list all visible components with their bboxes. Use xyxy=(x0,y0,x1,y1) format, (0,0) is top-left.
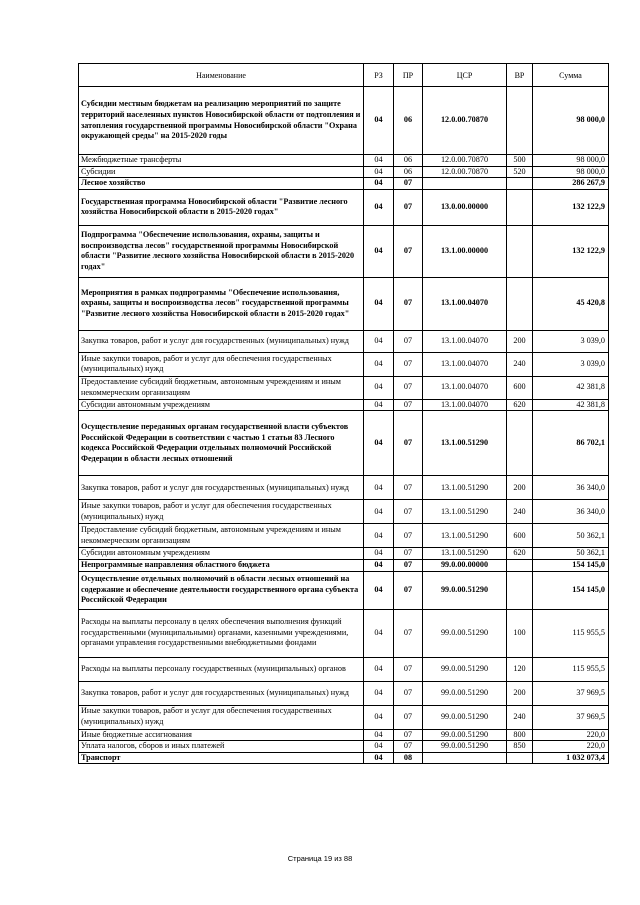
cell-pr: 07 xyxy=(394,277,423,330)
table-row xyxy=(79,752,609,764)
table-row xyxy=(79,330,609,352)
table-row xyxy=(79,500,609,524)
cell-sum: 37 969,5 xyxy=(533,681,609,705)
cell-rz: 04 xyxy=(364,330,394,352)
cell-vr xyxy=(507,87,533,155)
cell-name: Иные закупки товаров, работ и услуг для обеспечения государственных (муниципальных) нужд xyxy=(79,352,364,376)
cell-csr: 12.0.00.70870 xyxy=(423,155,507,167)
table-row xyxy=(79,189,609,225)
cell-name: Непрограммные направления областного бюджета xyxy=(79,559,364,571)
cell-vr: 850 xyxy=(507,741,533,753)
table-row xyxy=(79,277,609,330)
cell-vr: 100 xyxy=(507,609,533,657)
cell-csr: 99.0.00.51290 xyxy=(423,657,507,681)
cell-rz: 04 xyxy=(364,476,394,500)
table-row xyxy=(79,705,609,729)
cell-sum: 86 702,1 xyxy=(533,411,609,476)
cell-name: Иные закупки товаров, работ и услуг для обеспечения государственных (муниципальных) нужд xyxy=(79,705,364,729)
cell-rz: 04 xyxy=(364,705,394,729)
cell-csr: 13.1.00.51290 xyxy=(423,548,507,560)
cell-sum: 42 381,8 xyxy=(533,399,609,411)
cell-pr: 07 xyxy=(394,352,423,376)
cell-pr: 07 xyxy=(394,609,423,657)
cell-vr: 200 xyxy=(507,681,533,705)
cell-rz: 04 xyxy=(364,500,394,524)
cell-name: Предоставление субсидий бюджетным, автономным учреждениям и иным некоммерческим организациям xyxy=(79,524,364,548)
cell-name: Подпрограмма "Обеспечение использования, охраны, защиты и воспроизводства лесов" государственной программы Новосибирской области "Развитие лесного хозяйства Новосибирской области в 2015-2020 годах" xyxy=(79,225,364,277)
cell-sum: 154 145,0 xyxy=(533,559,609,571)
cell-sum: 132 122,9 xyxy=(533,225,609,277)
cell-sum: 286 267,9 xyxy=(533,178,609,190)
cell-rz: 04 xyxy=(364,352,394,376)
page-number: Страница 19 из 88 xyxy=(287,854,353,863)
table-row xyxy=(79,657,609,681)
cell-name: Расходы на выплаты персоналу в целях обеспечения выполнения функций государственными (муниципальными) органами, казенными учреждениями, органами управления государственными внебюджетными фондами xyxy=(79,609,364,657)
table-header-row xyxy=(79,64,609,87)
cell-name: Межбюджетные трансферты xyxy=(79,155,364,167)
cell-csr: 99.0.00.51290 xyxy=(423,609,507,657)
cell-pr: 07 xyxy=(394,657,423,681)
header-rz: РЗ xyxy=(364,64,394,87)
cell-vr: 200 xyxy=(507,330,533,352)
table-row xyxy=(79,352,609,376)
cell-sum: 3 039,0 xyxy=(533,330,609,352)
cell-rz: 04 xyxy=(364,225,394,277)
table-row xyxy=(79,741,609,753)
cell-csr: 12.0.00.70870 xyxy=(423,166,507,178)
table-row xyxy=(79,178,609,190)
header-sum: Сумма xyxy=(533,64,609,87)
cell-csr xyxy=(423,178,507,190)
header-vr: ВР xyxy=(507,64,533,87)
cell-csr: 13.1.00.04070 xyxy=(423,330,507,352)
cell-pr: 07 xyxy=(394,571,423,609)
cell-name: Осуществление переданных органам государственной власти субъектов Российской Федерации в соответствии с частью 1 статьи 83 Лесного кодекса Российской Федерации отдельных полномочий Российской Федерации в области лесных отношений xyxy=(79,411,364,476)
cell-csr: 13.1.00.00000 xyxy=(423,225,507,277)
cell-sum: 1 032 073,4 xyxy=(533,752,609,764)
table-row xyxy=(79,681,609,705)
cell-name: Субсидии местным бюджетам на реализацию мероприятий по защите территорий населенных пунктов Новосибирской области от подтопления и затопления государственной программы Новосибирской области "Охрана окружающей среды" на 2015-2020 годы xyxy=(79,87,364,155)
cell-rz: 04 xyxy=(364,399,394,411)
cell-sum: 36 340,0 xyxy=(533,500,609,524)
table-body xyxy=(79,87,609,764)
cell-sum: 98 000,0 xyxy=(533,155,609,167)
cell-csr: 12.0.00.70870 xyxy=(423,87,507,155)
cell-vr xyxy=(507,277,533,330)
table-row xyxy=(79,571,609,609)
table-row xyxy=(79,155,609,167)
cell-pr: 06 xyxy=(394,87,423,155)
cell-rz: 04 xyxy=(364,178,394,190)
cell-vr: 120 xyxy=(507,657,533,681)
cell-rz: 04 xyxy=(364,155,394,167)
cell-pr: 06 xyxy=(394,166,423,178)
header-csr: ЦСР xyxy=(423,64,507,87)
cell-vr: 240 xyxy=(507,352,533,376)
cell-sum: 98 000,0 xyxy=(533,87,609,155)
cell-sum: 3 039,0 xyxy=(533,352,609,376)
table-row xyxy=(79,609,609,657)
cell-pr: 07 xyxy=(394,705,423,729)
cell-vr xyxy=(507,559,533,571)
cell-vr xyxy=(507,225,533,277)
cell-rz: 04 xyxy=(364,548,394,560)
cell-rz: 04 xyxy=(364,609,394,657)
table-row xyxy=(79,559,609,571)
cell-rz: 04 xyxy=(364,729,394,741)
table-row xyxy=(79,87,609,155)
cell-csr: 99.0.00.51290 xyxy=(423,571,507,609)
cell-vr: 240 xyxy=(507,500,533,524)
cell-sum: 220,0 xyxy=(533,729,609,741)
cell-csr: 13.1.00.51290 xyxy=(423,500,507,524)
table-row xyxy=(79,729,609,741)
cell-name: Осуществление отдельных полномочий в области лесных отношений на содержание и обеспечение деятельности государственного органа субъекта Российской Федерации xyxy=(79,571,364,609)
cell-pr: 07 xyxy=(394,178,423,190)
cell-vr: 600 xyxy=(507,524,533,548)
cell-name: Государственная программа Новосибирской области "Развитие лесного хозяйства Новосибирской области в 2015-2020 годах" xyxy=(79,189,364,225)
cell-name: Иные закупки товаров, работ и услуг для обеспечения государственных (муниципальных) нужд xyxy=(79,500,364,524)
cell-sum: 132 122,9 xyxy=(533,189,609,225)
cell-rz: 04 xyxy=(364,524,394,548)
table-row xyxy=(79,166,609,178)
cell-pr: 07 xyxy=(394,500,423,524)
cell-pr: 07 xyxy=(394,548,423,560)
cell-rz: 04 xyxy=(364,166,394,178)
cell-name: Уплата налогов, сборов и иных платежей xyxy=(79,741,364,753)
cell-vr: 620 xyxy=(507,548,533,560)
cell-pr: 07 xyxy=(394,741,423,753)
cell-csr: 13.0.00.00000 xyxy=(423,189,507,225)
cell-csr: 13.1.00.04070 xyxy=(423,352,507,376)
cell-sum: 36 340,0 xyxy=(533,476,609,500)
cell-pr: 07 xyxy=(394,225,423,277)
cell-name: Транспорт xyxy=(79,752,364,764)
cell-csr: 13.1.00.04070 xyxy=(423,399,507,411)
cell-vr: 600 xyxy=(507,376,533,399)
cell-vr xyxy=(507,752,533,764)
cell-pr: 07 xyxy=(394,399,423,411)
cell-pr: 07 xyxy=(394,476,423,500)
cell-csr: 99.0.00.51290 xyxy=(423,681,507,705)
cell-sum: 50 362,1 xyxy=(533,524,609,548)
cell-pr: 06 xyxy=(394,155,423,167)
cell-pr: 07 xyxy=(394,524,423,548)
cell-rz: 04 xyxy=(364,571,394,609)
cell-vr: 520 xyxy=(507,166,533,178)
cell-sum: 42 381,8 xyxy=(533,376,609,399)
cell-name: Закупка товаров, работ и услуг для государственных (муниципальных) нужд xyxy=(79,476,364,500)
cell-rz: 04 xyxy=(364,657,394,681)
cell-rz: 04 xyxy=(364,681,394,705)
cell-pr: 07 xyxy=(394,411,423,476)
budget-table-container xyxy=(78,63,608,764)
table-row xyxy=(79,376,609,399)
cell-vr: 800 xyxy=(507,729,533,741)
cell-rz: 04 xyxy=(364,559,394,571)
table-row xyxy=(79,225,609,277)
cell-sum: 220,0 xyxy=(533,741,609,753)
cell-pr: 07 xyxy=(394,729,423,741)
cell-csr: 13.1.00.51290 xyxy=(423,476,507,500)
cell-name: Мероприятия в рамках подпрограммы "Обеспечение использования, охраны, защиты и воспроизводства лесов" государственной программы "Развитие лесного хозяйства Новосибирской области в 2015-2020 годах" xyxy=(79,277,364,330)
cell-sum: 50 362,1 xyxy=(533,548,609,560)
cell-vr: 200 xyxy=(507,476,533,500)
cell-csr: 13.1.00.04070 xyxy=(423,277,507,330)
cell-vr: 240 xyxy=(507,705,533,729)
cell-csr: 99.0.00.51290 xyxy=(423,705,507,729)
cell-name: Закупка товаров, работ и услуг для государственных (муниципальных) нужд xyxy=(79,330,364,352)
cell-vr xyxy=(507,178,533,190)
cell-sum: 154 145,0 xyxy=(533,571,609,609)
cell-name: Расходы на выплаты персоналу государственных (муниципальных) органов xyxy=(79,657,364,681)
cell-name: Иные бюджетные ассигнования xyxy=(79,729,364,741)
cell-vr xyxy=(507,571,533,609)
cell-csr: 99.0.00.51290 xyxy=(423,729,507,741)
cell-vr xyxy=(507,411,533,476)
cell-sum: 115 955,5 xyxy=(533,657,609,681)
cell-name: Субсидии xyxy=(79,166,364,178)
table-row xyxy=(79,399,609,411)
cell-csr: 13.1.00.51290 xyxy=(423,524,507,548)
cell-pr: 07 xyxy=(394,189,423,225)
cell-rz: 04 xyxy=(364,87,394,155)
cell-pr: 07 xyxy=(394,376,423,399)
cell-name: Предоставление субсидий бюджетным, автономным учреждениям и иным некоммерческим организациям xyxy=(79,376,364,399)
cell-name: Субсидии автономным учреждениям xyxy=(79,548,364,560)
cell-name: Субсидии автономным учреждениям xyxy=(79,399,364,411)
table-row xyxy=(79,411,609,476)
cell-sum: 37 969,5 xyxy=(533,705,609,729)
cell-vr: 500 xyxy=(507,155,533,167)
cell-csr: 99.0.00.51290 xyxy=(423,741,507,753)
cell-pr: 07 xyxy=(394,559,423,571)
cell-name: Закупка товаров, работ и услуг для государственных (муниципальных) нужд xyxy=(79,681,364,705)
cell-csr: 13.1.00.51290 xyxy=(423,411,507,476)
cell-name: Лесное хозяйство xyxy=(79,178,364,190)
cell-pr: 08 xyxy=(394,752,423,764)
cell-rz: 04 xyxy=(364,189,394,225)
cell-csr: 13.1.00.04070 xyxy=(423,376,507,399)
budget-table xyxy=(78,63,609,764)
cell-csr: 99.0.00.00000 xyxy=(423,559,507,571)
cell-sum: 45 420,8 xyxy=(533,277,609,330)
cell-vr xyxy=(507,189,533,225)
cell-vr: 620 xyxy=(507,399,533,411)
cell-rz: 04 xyxy=(364,411,394,476)
table-row xyxy=(79,476,609,500)
cell-sum: 115 955,5 xyxy=(533,609,609,657)
cell-rz: 04 xyxy=(364,741,394,753)
cell-pr: 07 xyxy=(394,330,423,352)
cell-rz: 04 xyxy=(364,752,394,764)
cell-sum: 98 000,0 xyxy=(533,166,609,178)
table-row xyxy=(79,524,609,548)
cell-csr xyxy=(423,752,507,764)
header-pr: ПР xyxy=(394,64,423,87)
cell-rz: 04 xyxy=(364,376,394,399)
table-row xyxy=(79,548,609,560)
header-name: Наименование xyxy=(79,64,364,87)
cell-rz: 04 xyxy=(364,277,394,330)
cell-pr: 07 xyxy=(394,681,423,705)
